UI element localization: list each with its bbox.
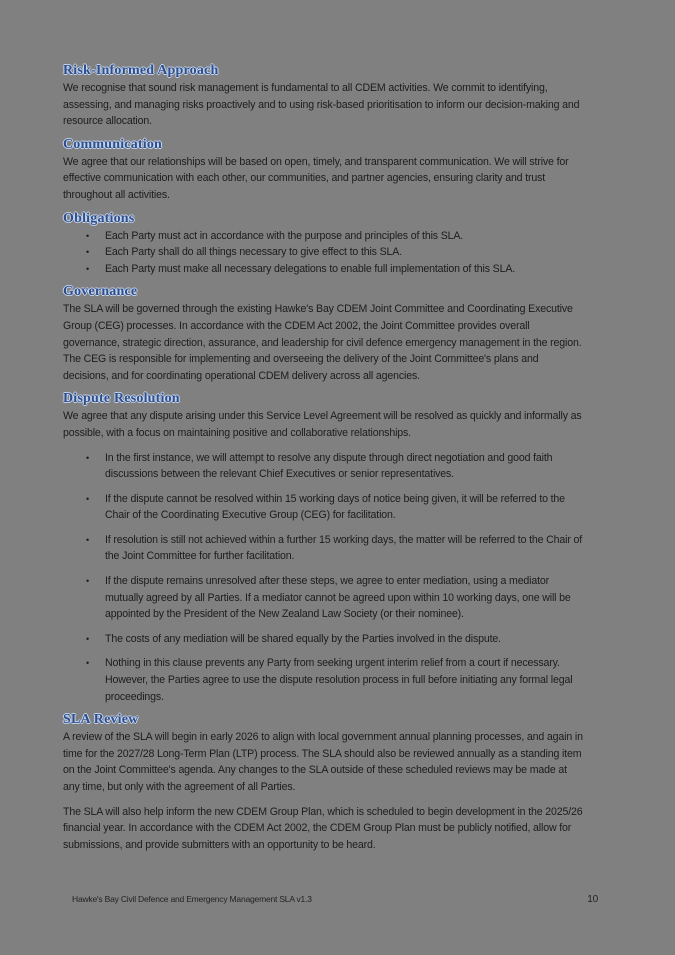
section-communication: [63, 136, 583, 204]
list-item: • Each Party shall do all things necessary to give effect to this SLA.: [63, 244, 583, 261]
dispute-steps-list: [63, 450, 583, 706]
list-item: • If the dispute remains unresolved after these steps, we agree to enter mediation, using a mediator mutually agreed by all Parties. If a mediator cannot be agreed upon within 10 working days, one will be appointed by the President of the New Zealand Law Society (or their nominee).: [86, 575, 571, 621]
section-body: We recognise that sound risk management is fundamental to all CDEM activities. We commit to identifying, assessing, and managing risks proactively and to using risk-based prioritisation to inform our decision-making and resource allocation.: [63, 82, 580, 128]
page-number: 10: [587, 894, 598, 905]
list-item: • Each Party must act in accordance with the purpose and principles of this SLA.: [63, 228, 583, 245]
bullet-icon: •: [86, 263, 90, 274]
section-body: We agree that our relationships will be based on open, timely, and transparent communication. We will strive for effective communication with each other, our communities, and partner agencies, ensuring clarity and trust throughout all activities.: [63, 155, 569, 201]
section-obligations: [63, 210, 583, 278]
bullet-icon: •: [86, 534, 90, 545]
bullet-icon: •: [86, 576, 90, 587]
section-heading: Obligations: [63, 210, 135, 226]
document-page: [63, 62, 583, 859]
section-body: We agree that any dispute arising under this Service Level Agreement will be resolved as quickly and informally as possible, with a focus on maintaining positive and collaborative relationships.: [63, 410, 582, 439]
bullet-icon: •: [86, 633, 90, 644]
list-item: • If resolution is still not achieved within a further 15 working days, the matter will be referred to the Chair of the Joint Committee for further facilitation.: [86, 533, 583, 563]
list-item: • Each Party must make all necessary delegations to enable full implementation of this SLA.: [63, 261, 583, 278]
list-item: • The costs of any mediation will be shared equally by the Parties involved in the dispute.: [63, 631, 583, 648]
bullet-icon: •: [86, 493, 90, 504]
section-risk-informed-approach: [63, 62, 583, 130]
section-heading: Risk-Informed Approach: [63, 63, 219, 78]
section-heading: Governance: [63, 284, 138, 300]
list-item: • In the first instance, we will attempt to resolve any dispute through direct negotiation and good faith discussions between the relevant Chief Executives or senior representatives.: [86, 451, 553, 481]
list-item: • If the dispute cannot be resolved within 15 working days of notice being given, it will be referred to the Chair of the Coordinating Executive Group (CEG) for facilitation.: [86, 492, 565, 522]
footer-title: Hawke's Bay Civil Defence and Emergency Management SLA v1.3: [72, 894, 312, 904]
section-sla-review: [63, 711, 583, 853]
bullet-icon: •: [86, 452, 90, 463]
list-item: • Nothing in this clause prevents any Party from seeking urgent interim relief from a court if necessary. However, the Parties agree to use the dispute resolution process in full before initiating any formal legal proceedings.: [86, 657, 573, 703]
section-governance: [63, 283, 583, 384]
bullet-icon: •: [86, 230, 90, 241]
bullet-icon: •: [86, 247, 90, 258]
section-body: A review of the SLA will begin in early 2026 to align with local government annual planning processes, and again in time for the 2027/28 Long-Term Plan (LTP) process. The SLA should also be reviewed annually as a standing item on the Joint Committee's agenda. Any changes to the SLA outside of these scheduled reviews may be made at any time, but only with the agreement of all Parties.: [63, 731, 583, 793]
bullet-icon: •: [86, 658, 90, 669]
section-heading: Dispute Resolution: [63, 391, 180, 407]
obligations-list: [63, 228, 583, 278]
section-body: The SLA will also help inform the new CDEM Group Plan, which is scheduled to begin development in the 2025/26 financial year. In accordance with the CDEM Act 2002, the CDEM Group Plan must be publicly notified, allow for submissions, and provide submitters with an opportunity to be heard.: [63, 805, 583, 851]
section-heading: Communication: [63, 136, 163, 152]
page-footer: [72, 894, 598, 904]
section-dispute-resolution: [63, 390, 583, 705]
section-body: The SLA will be governed through the existing Hawke's Bay CDEM Joint Committee and Coordinating Executive Group (CEG) processes. In accordance with the CDEM Act 2002, the Joint Committee provides overall governance, strategic direction, assurance, and leadership for civil defence emergency management in the region. The CEG is responsible for implementing and overseeing the delivery of the Joint Committee's plans and decisions, and for coordinating operational CDEM delivery across all agencies.: [63, 303, 582, 382]
section-heading: SLA Review: [63, 712, 139, 728]
